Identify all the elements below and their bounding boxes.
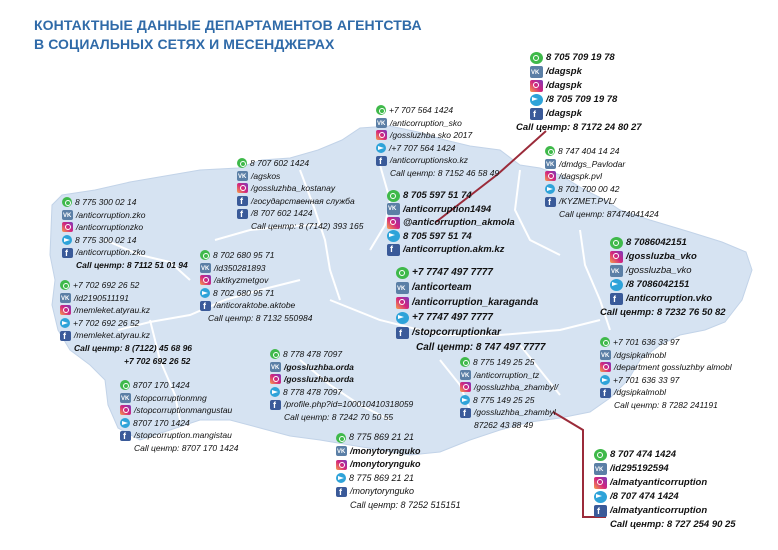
instagram-icon	[387, 217, 400, 229]
whatsapp-number[interactable]: 8 705 709 19 78	[546, 52, 615, 63]
whatsapp-number[interactable]: 8 778 478 7097	[283, 349, 343, 359]
whatsapp-icon	[610, 237, 623, 249]
telegram-link[interactable]: 8 702 680 95 71	[213, 287, 275, 298]
vk-icon	[460, 370, 471, 380]
telegram-icon	[396, 312, 409, 324]
telegram-icon	[60, 318, 70, 328]
whatsapp-icon	[376, 105, 386, 115]
vk-icon	[237, 171, 248, 181]
instagram-icon	[530, 80, 543, 92]
instagram-link[interactable]: /gossluzhba_zhambyl/	[474, 382, 559, 393]
facebook-icon	[387, 244, 400, 256]
whatsapp-number[interactable]: 8 707 474 1424	[610, 449, 677, 460]
title-line-2: В СОЦИАЛЬНЫХ СЕТЯХ И МЕСЕНДЖЕРАХ	[34, 36, 335, 52]
vk-link[interactable]: /agskos	[251, 170, 281, 181]
whatsapp-icon	[120, 380, 130, 390]
region-karaganda	[396, 265, 545, 355]
telegram-icon	[460, 395, 470, 405]
facebook-link[interactable]: /stopcorruption.mangistau	[134, 430, 232, 441]
facebook-link[interactable]: /anticoraktobe.aktobe	[214, 300, 296, 311]
whatsapp-number[interactable]: 8 702 680 95 71	[213, 250, 275, 260]
facebook-link[interactable]: /dgsipkalmobl	[614, 387, 666, 398]
whatsapp-number[interactable]: 8 775 300 02 14	[75, 197, 137, 207]
facebook-link[interactable]: /государственная служба	[251, 195, 355, 206]
instagram-link[interactable]: /gossluzhba_kostanay	[251, 183, 336, 194]
call-center: Call центр: 8 7252 515151	[350, 499, 461, 510]
telegram-icon	[200, 288, 210, 298]
facebook-icon	[610, 293, 623, 305]
facebook-icon	[460, 408, 471, 418]
call-center: Call центр: 8 7242 70 50 55	[284, 411, 394, 422]
call-center: Call центр: 8 7152 46 58 49	[390, 167, 500, 178]
vk-icon	[610, 265, 623, 277]
telegram-link[interactable]: +7 7747 497 7777	[412, 312, 493, 323]
whatsapp-icon	[62, 197, 72, 207]
instagram-link[interactable]: /gossluzba_vko	[626, 251, 697, 262]
instagram-icon	[594, 477, 607, 489]
vk-link[interactable]: /anticorteam	[412, 282, 472, 293]
region-atyrau	[60, 279, 192, 367]
telegram-icon	[387, 230, 400, 242]
facebook-link[interactable]: /monytorynguko	[350, 486, 415, 496]
instagram-icon	[600, 362, 611, 372]
facebook-link[interactable]: /stopcorruptionkar	[412, 327, 501, 338]
vk-link[interactable]: /id295192594	[610, 463, 669, 474]
facebook-icon	[336, 487, 347, 497]
instagram-icon	[460, 382, 471, 392]
whatsapp-number[interactable]: 8 747 404 14 24	[558, 146, 620, 156]
call-center: Call центр: 8 (7142) 393 165	[251, 220, 364, 231]
vk-icon	[545, 159, 556, 169]
call-center: Call центр: 8707 170 1424	[134, 442, 239, 453]
whatsapp-icon	[270, 349, 280, 359]
extra-number: +7 702 692 26 52	[124, 355, 191, 366]
region-aktobe	[200, 249, 312, 325]
call-center: Call центр: 8 7172 24 80 27	[516, 122, 642, 133]
whatsapp-number[interactable]: +7 707 564 1424	[389, 105, 454, 115]
region-astana	[516, 51, 642, 135]
telegram-icon	[376, 143, 386, 153]
region-turkestan	[336, 431, 461, 512]
vk-icon	[594, 463, 607, 475]
call-center: Call центр: 8 727 254 90 25	[610, 519, 736, 530]
vk-icon	[60, 293, 71, 303]
facebook-link[interactable]: /anticorruption.vko	[626, 293, 713, 304]
vk-link[interactable]: /anticorruption1494	[403, 203, 492, 215]
telegram-icon	[270, 387, 280, 397]
vk-link[interactable]: /stopcorruptionmng	[134, 392, 207, 403]
telegram-link[interactable]: /+7 707 564 1424	[389, 142, 456, 153]
region-akmola	[387, 189, 515, 257]
title-line-1: КОНТАКТНЫЕ ДАННЫЕ ДЕПАРТАМЕНТОВ АГЕНТСТВА	[34, 17, 422, 33]
facebook-icon	[396, 327, 409, 339]
whatsapp-number[interactable]: 8 707 602 1424	[250, 158, 310, 168]
facebook-icon	[200, 301, 211, 311]
facebook-icon	[376, 156, 387, 166]
whatsapp-icon	[200, 250, 210, 260]
whatsapp-icon	[460, 357, 470, 367]
call-center: Call центр: 8 7112 51 01 94	[76, 259, 188, 270]
whatsapp-number[interactable]: +7 701 636 33 97	[613, 337, 680, 347]
instagram-link[interactable]: /gossluzhba.orda	[284, 374, 354, 385]
vk-link[interactable]: /id350281893	[214, 262, 266, 273]
telegram-icon	[62, 235, 72, 245]
telegram-link[interactable]: /8 705 709 19 78	[546, 94, 618, 105]
whatsapp-number[interactable]: +7 7747 497 7777	[412, 267, 493, 278]
vk-icon	[270, 362, 281, 372]
telegram-link[interactable]: +7 702 692 26 52	[73, 317, 140, 328]
whatsapp-icon	[237, 158, 247, 168]
vk-icon	[396, 282, 409, 294]
facebook-link[interactable]: /profile.php?id=100010410318059	[284, 399, 414, 410]
instagram-icon	[376, 130, 387, 140]
whatsapp-number[interactable]: 8707 170 1424	[133, 380, 190, 390]
whatsapp-number[interactable]: +7 702 692 26 52	[73, 280, 140, 290]
vk-link[interactable]: /dgsipkalmobl	[614, 349, 666, 360]
instagram-icon	[62, 222, 73, 232]
vk-link[interactable]: /gossluzba_vko	[626, 265, 692, 276]
vk-link[interactable]: /dagspk	[546, 66, 582, 77]
region-zhambyl	[460, 356, 558, 432]
vk-icon	[200, 263, 211, 273]
instagram-link[interactable]: /department gossluzhby almobl	[614, 362, 732, 373]
facebook-icon	[120, 431, 131, 441]
region-pavlodar	[545, 145, 659, 221]
instagram-link[interactable]: /aktkyzmetgov	[214, 275, 269, 286]
facebook-icon	[594, 505, 607, 517]
call-center: Call центр: 8 7232 76 50 82	[600, 307, 726, 318]
whatsapp-number[interactable]: 8 775 149 25 25	[473, 357, 535, 367]
facebook-link[interactable]: /memleket.atyrau.kz	[74, 330, 151, 341]
vk-link[interactable]: /anticorruption_sko	[390, 117, 462, 128]
telegram-icon	[530, 94, 543, 106]
instagram-link[interactable]: /memleket.atyrau.kz	[74, 305, 151, 316]
region-zko	[62, 196, 188, 272]
vk-icon	[600, 350, 611, 360]
region-kostanay	[237, 157, 363, 233]
whatsapp-icon	[530, 52, 543, 64]
instagram-icon	[610, 251, 623, 263]
telegram-link[interactable]: 8 778 478 7097	[283, 386, 343, 397]
vk-link[interactable]: /anticorruption.zko	[76, 209, 146, 220]
region-vko	[600, 236, 726, 320]
instagram-icon	[120, 405, 131, 415]
vk-icon	[120, 393, 131, 403]
telegram-icon	[545, 184, 555, 194]
call-center: Call центр: 87474041424	[559, 208, 659, 219]
vk-link[interactable]: /id2190511191	[74, 292, 129, 303]
vk-icon	[62, 210, 73, 220]
facebook-icon	[270, 400, 281, 410]
region-almaty-oblast	[600, 336, 732, 412]
vk-link[interactable]: /monytorynguko	[350, 445, 421, 456]
call-center: Call центр: 8 7132 550984	[208, 312, 313, 323]
whatsapp-icon	[396, 267, 409, 279]
telegram-link[interactable]: 8707 170 1424	[133, 417, 190, 428]
instagram-link[interactable]: /dagspk	[546, 80, 582, 91]
telegram-link[interactable]: /8 707 474 1424	[610, 491, 679, 502]
facebook-icon	[600, 388, 611, 398]
telegram-link[interactable]: /8 7086042151	[626, 279, 690, 290]
instagram-link[interactable]: @anticorruption_akmola	[403, 217, 515, 228]
whatsapp-icon	[60, 280, 70, 290]
call-center: Call центр: 8 747 497 7777	[416, 342, 546, 353]
facebook-icon	[530, 108, 543, 120]
whatsapp-number[interactable]: 8 705 597 51 74	[403, 190, 472, 201]
vk-icon	[387, 203, 400, 215]
call-center: Call центр: 8 7282 241191	[614, 399, 718, 410]
instagram-link[interactable]: /stopcorruptionmangustau	[134, 405, 233, 416]
whatsapp-icon	[600, 337, 610, 347]
telegram-link[interactable]: 8 775 149 25 25	[473, 394, 535, 405]
vk-link[interactable]: /dmdgs_Pavlodar	[559, 158, 626, 169]
instagram-link[interactable]: /anticorruptionzko	[76, 222, 144, 233]
facebook-link[interactable]: /anticorruption.zko	[76, 247, 146, 258]
facebook-link[interactable]: /anticorruptionsko.kz	[390, 155, 468, 166]
telegram-icon	[336, 473, 346, 483]
facebook-link[interactable]: /KYZMET.PVL/	[559, 196, 616, 207]
telegram-icon	[610, 279, 623, 291]
facebook-link[interactable]: /almatyanticorruption	[610, 505, 708, 516]
instagram-icon	[60, 305, 71, 315]
instagram-icon	[396, 297, 409, 309]
facebook-number[interactable]: /8 707 602 1424	[251, 208, 313, 219]
region-sko	[376, 104, 499, 180]
facebook-icon	[237, 209, 248, 219]
facebook-icon	[545, 197, 556, 207]
whatsapp-icon	[336, 433, 346, 443]
instagram-link[interactable]: /gossluzhba sko 2017	[390, 130, 473, 141]
facebook-icon	[62, 248, 73, 258]
instagram-icon	[545, 171, 556, 181]
telegram-icon	[594, 491, 607, 503]
facebook-link[interactable]: /anticorruption.akm.kz	[403, 244, 505, 255]
instagram-icon	[270, 374, 281, 384]
whatsapp-number[interactable]: 8 7086042151	[626, 237, 687, 248]
instagram-link[interactable]: /monytorynguko	[350, 459, 421, 469]
facebook-link[interactable]: /dagspk	[546, 108, 582, 119]
facebook-icon	[237, 196, 248, 206]
region-kyzylorda	[270, 348, 413, 424]
telegram-icon	[120, 418, 130, 428]
telegram-link[interactable]: 8 775 869 21 21	[349, 472, 415, 483]
vk-icon	[530, 66, 543, 78]
whatsapp-icon	[594, 449, 607, 461]
vk-icon	[336, 446, 347, 456]
instagram-icon	[200, 275, 211, 285]
vk-icon	[376, 118, 387, 128]
instagram-icon	[336, 460, 347, 470]
call-center: 87262 43 88 49	[474, 419, 534, 430]
instagram-link[interactable]: /almatyanticorruption	[610, 477, 708, 488]
page-title	[34, 16, 422, 54]
vk-link[interactable]: /anticorruption_tz	[474, 369, 540, 380]
instagram-link[interactable]: /anticorruption_karaganda	[412, 297, 539, 308]
facebook-link[interactable]: /gossluzhba_zhambyl	[474, 407, 556, 418]
telegram-icon	[600, 375, 610, 385]
whatsapp-icon	[387, 190, 400, 202]
facebook-icon	[60, 331, 71, 341]
instagram-icon	[237, 183, 248, 193]
telegram-link[interactable]: 8 775 300 02 14	[75, 234, 137, 245]
instagram-link[interactable]: /dagspk.pvl	[559, 171, 602, 182]
region-almaty-city	[594, 448, 736, 532]
telegram-link[interactable]: +7 701 636 33 97	[613, 374, 680, 385]
whatsapp-icon	[545, 146, 555, 156]
call-center: Call центр: 8 (7122) 45 68 96	[74, 342, 193, 353]
telegram-link[interactable]: 8 701 700 00 42	[558, 183, 620, 194]
telegram-link[interactable]: 8 705 597 51 74	[403, 230, 472, 242]
vk-link[interactable]: /gossluzhba.orda	[284, 361, 354, 372]
whatsapp-number[interactable]: 8 775 869 21 21	[349, 432, 415, 442]
region-mangystau	[120, 379, 238, 455]
